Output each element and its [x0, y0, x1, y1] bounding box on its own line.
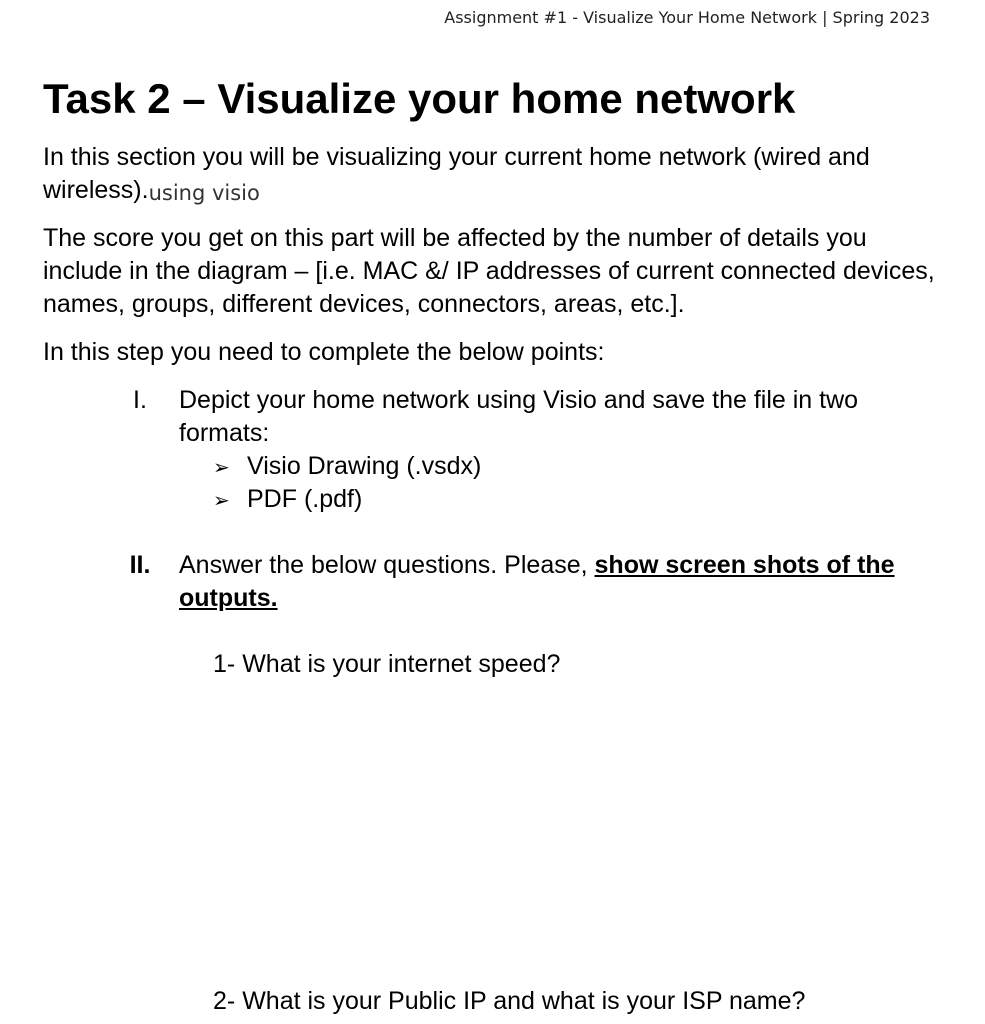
question-text: What is your Public IP and what is your ISP name? [242, 987, 806, 1015]
arrowhead-bullet-icon: ➢ [213, 455, 230, 479]
intro-paragraph [43, 141, 943, 208]
question-1 [213, 648, 560, 681]
format-item [213, 450, 481, 484]
intro-text: In this section you will be visualizing your current home network (wired and wireless). [43, 143, 870, 204]
task-title: Task 2 – Visualize your home network [43, 75, 796, 122]
format-label: PDF (.pdf) [247, 485, 363, 513]
question-2 [213, 985, 805, 1018]
point-text-1: Depict your home network using Visio and save the file in two formats: [179, 386, 859, 447]
arrowhead-bullet-icon: ➢ [213, 488, 230, 512]
emphasis-text: show screen shots of the outputs. [179, 551, 895, 612]
question-text: What is your internet speed? [242, 650, 561, 678]
score-paragraph: The score you get on this part will be affected by the number of details you include in the diagram – [i.e. MAC &/ IP addresses of current connected devices, names, groups, different devices, connectors, areas, etc.]. [43, 224, 935, 318]
point-text-2 [179, 549, 919, 615]
format-label: Visio Drawing (.vsdx) [247, 452, 482, 480]
point-text-2-lead: Answer the below questions. Please, [179, 551, 595, 579]
step-intro: In this step you need to complete the below points: [43, 338, 605, 366]
point-numeral-1: I. [133, 386, 147, 414]
question-number: 2- [213, 987, 236, 1015]
format-item [213, 483, 362, 517]
handwritten-note: using visio [148, 181, 260, 205]
running-header: Assignment #1 - Visualize Your Home Network | Spring 2023 [444, 8, 930, 27]
point-numeral-2: II. [129, 551, 151, 579]
question-number: 1- [213, 650, 236, 678]
